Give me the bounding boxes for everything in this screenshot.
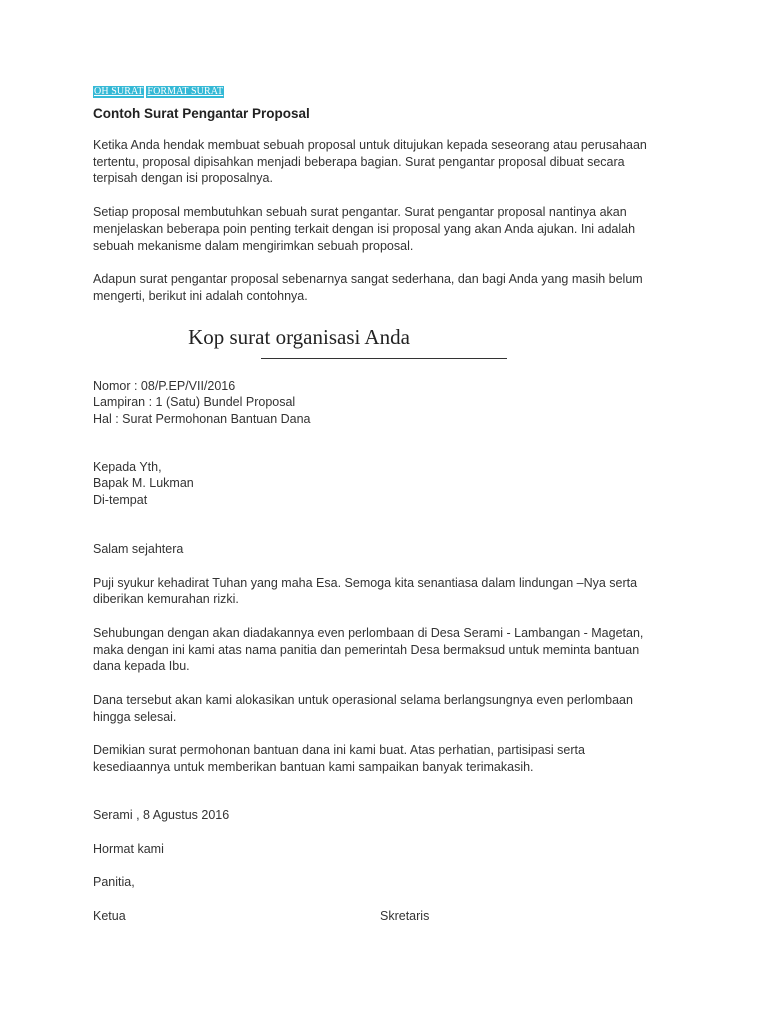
text-line: sebuah mekanisme dalam mengirimkan sebuah proposal. — [93, 238, 414, 253]
text-line: Puji syukur kehadirat Tuhan yang maha Esa. Semoga kita senantiasa dalam lindungan –Nya serta — [93, 575, 638, 590]
text-line: maka dengan ini kami atas nama panitia dan pemerintah Desa bermaksud untuk meminta bantuan — [93, 642, 640, 657]
letter-body-paragraph-4 — [93, 742, 683, 775]
letter-meta — [93, 378, 683, 428]
text-line: Demikian surat permohonan bantuan dana ini kami buat. Atas perhatian, partisipasi serta — [93, 743, 585, 758]
text-line: Dana tersebut akan kami alokasikan untuk operasional selama berlangsungnya even perlombaan — [93, 693, 633, 708]
post-title: Contoh Surat Pengantar Proposal — [93, 106, 310, 121]
text-line: kesediaannya untuk memberikan bantuan kami sampaikan banyak terimakasih. — [93, 760, 534, 775]
text-line: Ketika Anda hendak membuat sebuah proposal untuk ditujukan kepada seseorang atau perusahaan — [93, 138, 647, 152]
signatory-chairman: Ketua — [93, 908, 126, 923]
recipient-name: Bapak M. Lukman — [93, 476, 194, 491]
category-tags — [93, 86, 683, 98]
intro-paragraph-1 — [93, 137, 683, 187]
signature-row — [93, 908, 683, 925]
text-line: menjelaskan beberapa poin penting terkait dengan isi proposal yang akan Anda ajukan. Ini adalah — [93, 221, 636, 236]
intro-paragraph-2 — [93, 204, 683, 254]
text-line: mengerti, berikut ini adalah contohnya. — [93, 288, 308, 303]
letter-body-paragraph-3 — [93, 692, 683, 725]
signatory-secretary: Skretaris — [380, 908, 430, 923]
text-line: diberikan kemurahan rizki. — [93, 592, 239, 607]
tag-format-surat[interactable]: FORMAT SURAT — [147, 86, 224, 97]
recipient-line: Kepada Yth, — [93, 459, 162, 474]
text-line: tertentu, proposal dipisahkan menjadi beberapa bagian. Surat pengantar proposal dibuat secara — [93, 154, 625, 169]
text-line: dana kepada Ibu. — [93, 659, 190, 674]
letter-sender: Panitia, — [93, 875, 135, 890]
letter-attachment: Lampiran : 1 (Satu) Bundel Proposal — [93, 395, 296, 410]
letter-body-paragraph-1 — [93, 575, 683, 608]
letter-closing: Hormat kami — [93, 841, 164, 856]
letter-recipient — [93, 459, 683, 509]
letter-subject: Hal : Surat Permohonan Bantuan Dana — [93, 412, 311, 427]
text-line: terpisah dengan isi proposalnya. — [93, 171, 273, 186]
letterhead-title: Kop surat organisasi Anda — [188, 324, 410, 349]
intro-paragraph-3 — [93, 271, 683, 304]
text-line: Setiap proposal membutuhkan sebuah surat pengantar. Surat pengantar proposal nantinya akan — [93, 205, 627, 220]
letter-place-date: Serami , 8 Agustus 2016 — [93, 807, 230, 822]
recipient-place: Di-tempat — [93, 493, 148, 508]
letter-greeting: Salam sejahtera — [93, 541, 184, 556]
text-line: hingga selesai. — [93, 709, 177, 724]
document-page — [93, 86, 683, 925]
tag-oh-surat[interactable]: OH SURAT — [94, 86, 144, 97]
text-line: Sehubungan dengan akan diadakannya even perlombaan di Desa Serami - Lambangan - Magetan, — [93, 625, 644, 640]
text-line: Adapun surat pengantar proposal sebenarnya sangat sederhana, dan bagi Anda yang masih belum — [93, 272, 643, 287]
letter-body-paragraph-2 — [93, 625, 683, 675]
letter-number: Nomor : 08/P.EP/VII/2016 — [93, 378, 236, 393]
letterhead-divider — [261, 358, 507, 359]
